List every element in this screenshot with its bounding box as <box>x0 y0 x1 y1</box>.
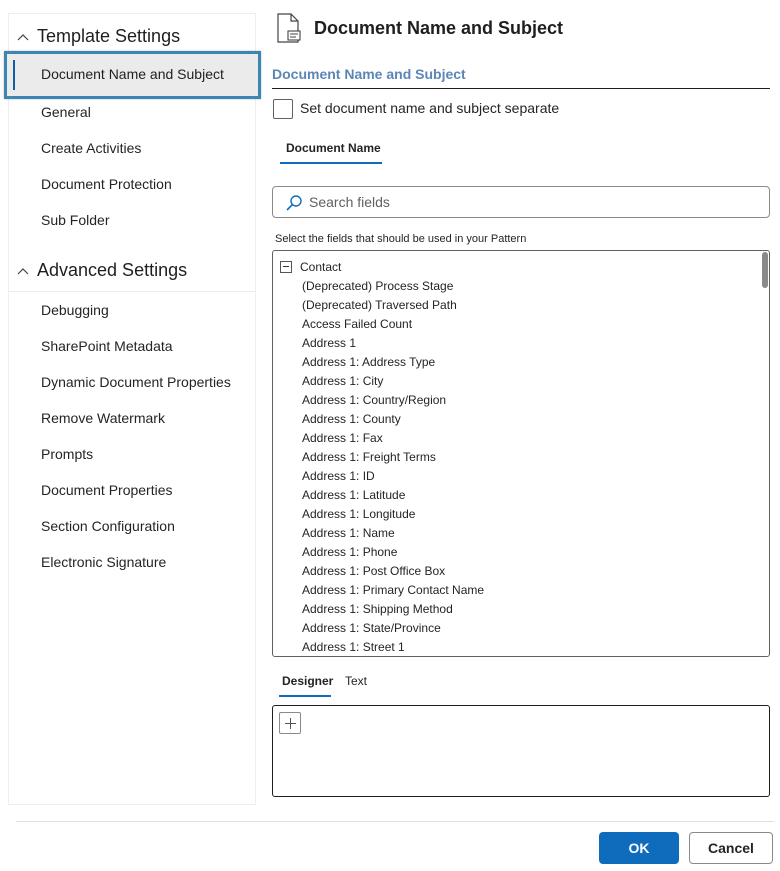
field-list <box>302 277 484 657</box>
ok-button[interactable]: OK <box>599 832 679 864</box>
sidebar-item-document-protection[interactable]: Document Protection <box>41 176 172 192</box>
cancel-button[interactable]: Cancel <box>689 832 773 864</box>
sidebar-item-dynamic-document-properties[interactable]: Dynamic Document Properties <box>41 374 231 390</box>
tree-scrollbar[interactable] <box>762 252 768 288</box>
chevron-up-icon <box>17 267 29 275</box>
template-settings-header[interactable] <box>17 26 180 47</box>
settings-sidebar <box>8 13 256 805</box>
field-item[interactable]: Address 1: ID <box>302 469 375 483</box>
field-item[interactable]: Address 1: Shipping Method <box>302 602 453 616</box>
tree-root-contact[interactable] <box>280 260 341 274</box>
sidebar-item-document-name-and-subject[interactable] <box>4 51 261 99</box>
tab-designer[interactable]: Designer <box>282 674 334 688</box>
section-heading: Document Name and Subject <box>272 66 466 82</box>
field-item[interactable]: Address 1: Phone <box>302 545 398 559</box>
field-item[interactable]: Address 1: City <box>302 374 384 388</box>
field-item[interactable]: Address 1: Longitude <box>302 507 416 521</box>
sidebar-item-label: Document Name and Subject <box>41 66 224 82</box>
separate-name-subject-checkbox[interactable] <box>273 99 293 119</box>
sidebar-item-electronic-signature[interactable]: Electronic Signature <box>41 554 167 570</box>
advanced-settings-title: Advanced Settings <box>37 260 188 280</box>
sidebar-item-prompts[interactable]: Prompts <box>41 446 94 462</box>
template-settings-title: Template Settings <box>37 26 181 46</box>
field-item[interactable]: Access Failed Count <box>302 317 413 331</box>
section-divider <box>272 88 770 89</box>
add-field-button[interactable] <box>279 712 301 734</box>
advanced-settings-header[interactable] <box>17 260 187 281</box>
divider <box>9 291 255 292</box>
field-item[interactable]: Address 1: Freight Terms <box>302 450 436 464</box>
field-item[interactable]: Address 1: Fax <box>302 431 383 445</box>
field-item[interactable]: Address 1: Latitude <box>302 488 406 502</box>
field-item[interactable]: Address 1: Address Type <box>302 355 436 369</box>
separate-name-subject-label[interactable]: Set document name and subject separate <box>300 100 560 116</box>
sidebar-item-sharepoint-metadata[interactable]: SharePoint Metadata <box>41 338 173 354</box>
field-item[interactable]: Address 1: Primary Contact Name <box>302 583 485 597</box>
field-item[interactable]: Address 1: Country/Region <box>302 393 447 407</box>
field-item[interactable]: (Deprecated) Traversed Path <box>302 298 457 312</box>
sidebar-item-section-configuration[interactable]: Section Configuration <box>41 518 175 534</box>
tab-document-name[interactable]: Document Name <box>286 141 381 155</box>
pattern-designer-area[interactable] <box>272 705 770 797</box>
tab-text[interactable]: Text <box>345 674 368 688</box>
fields-caption: Select the fields that should be used in your Pattern <box>275 233 527 245</box>
chevron-up-icon <box>17 33 29 41</box>
selected-indicator <box>13 60 15 90</box>
sidebar-item-remove-watermark[interactable]: Remove Watermark <box>41 410 165 426</box>
search-icon <box>285 194 303 212</box>
sidebar-item-sub-folder[interactable]: Sub Folder <box>41 212 110 228</box>
field-item[interactable]: Address 1: State/Province <box>302 621 441 635</box>
footer-divider <box>16 821 774 822</box>
field-item[interactable]: Address 1 <box>302 336 357 350</box>
tab-active-indicator <box>280 162 382 164</box>
sidebar-item-document-properties[interactable]: Document Properties <box>41 482 173 498</box>
search-fields-box[interactable] <box>272 186 770 218</box>
page-title: Document Name and Subject <box>314 18 564 38</box>
document-settings-icon <box>276 13 302 43</box>
search-input[interactable] <box>309 193 749 211</box>
sidebar-item-general[interactable]: General <box>41 104 91 120</box>
sidebar-item-debugging[interactable]: Debugging <box>41 302 109 318</box>
field-item[interactable]: (Deprecated) Process Stage <box>302 279 454 293</box>
tree-root-label: Contact <box>300 260 342 274</box>
collapse-icon[interactable] <box>280 261 292 273</box>
field-item[interactable]: Address 1: Street 1 <box>302 640 405 654</box>
field-item[interactable]: Address 1: Name <box>302 526 395 540</box>
fields-tree[interactable] <box>272 250 770 657</box>
tab-active-indicator <box>279 695 331 697</box>
field-item[interactable]: Address 1: County <box>302 412 401 426</box>
field-item[interactable]: Address 1: Post Office Box <box>302 564 446 578</box>
sidebar-item-create-activities[interactable]: Create Activities <box>41 140 142 156</box>
